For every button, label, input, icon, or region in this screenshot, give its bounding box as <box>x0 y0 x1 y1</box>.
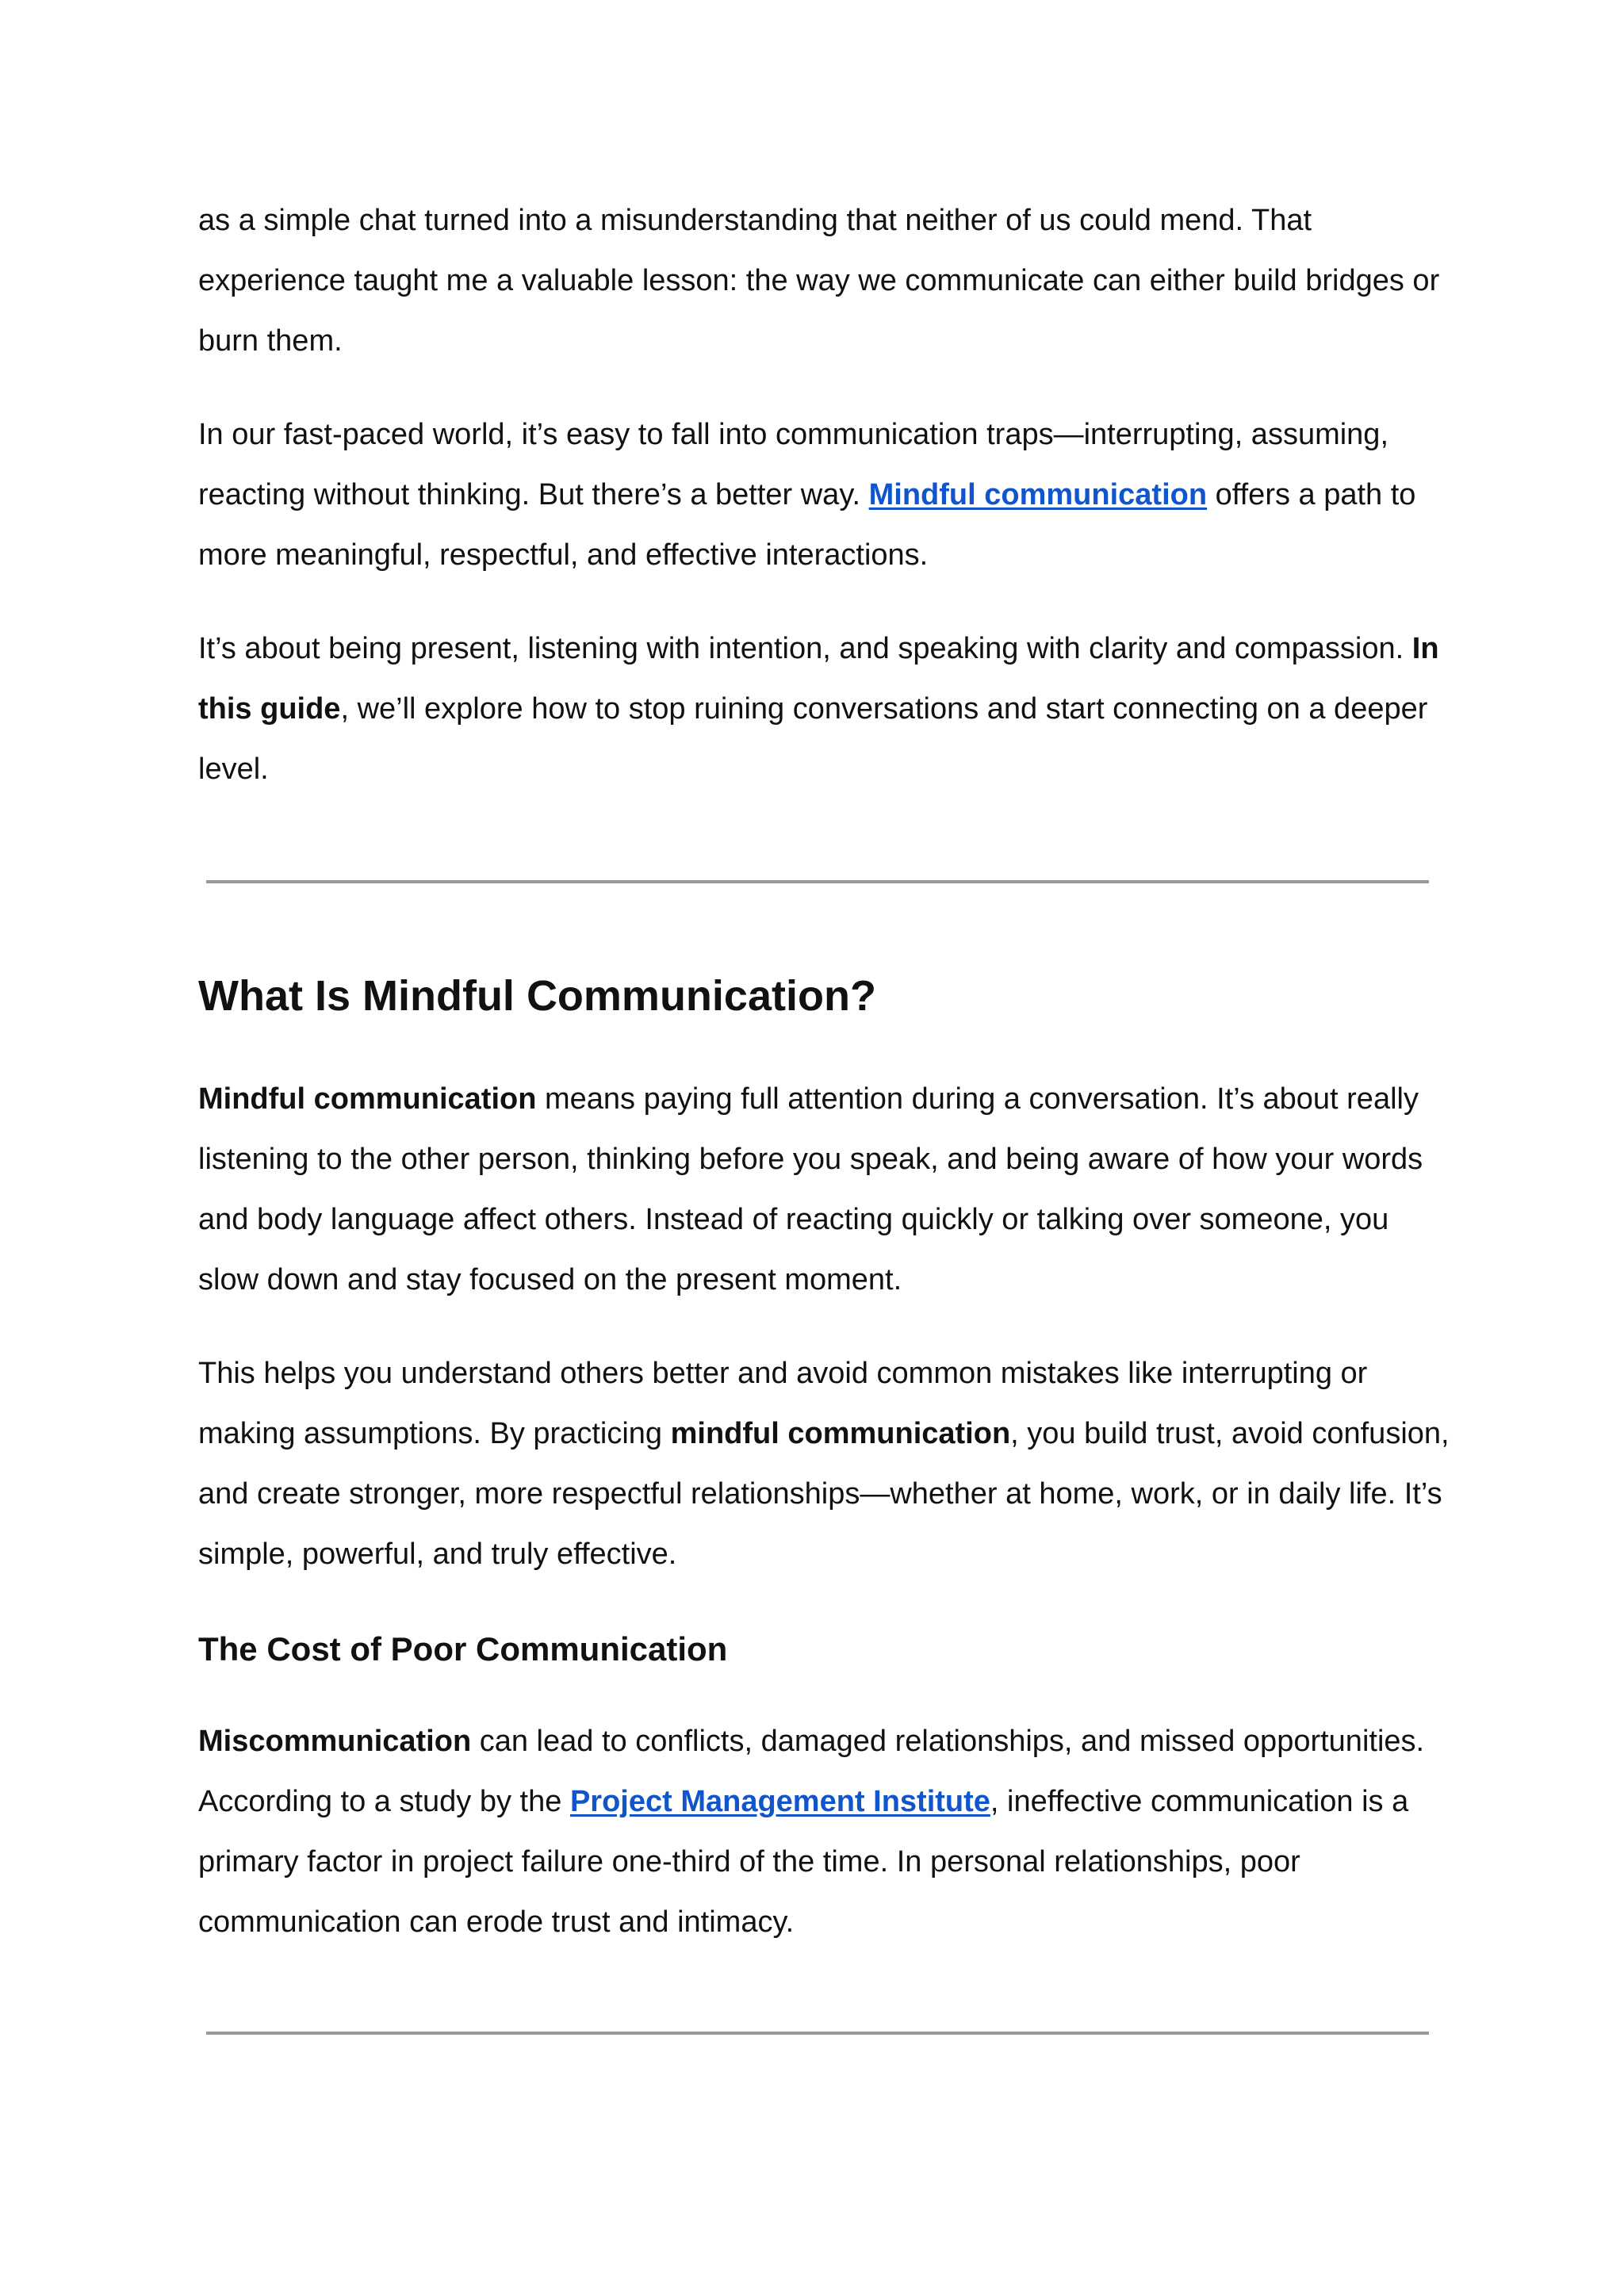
miscommunication-bold: Miscommunication <box>198 1725 472 1758</box>
intro-paragraph-2-tail: offers a path to more meaningful, respectful, and effective interactions. <box>198 478 1416 572</box>
section1-paragraph-1-text: means paying full attention during a conversation. It’s about really listening to the other person, thinking before you speak, and being aware of how your words and body language affect others. Instead of reacting quickly or talking over someone, you slow down and stay focused on the present moment. <box>198 1082 1423 1296</box>
section1-paragraph-2-lead: This helps you understand others better and avoid common mistakes like interrupting or making assumptions. By practicing <box>198 1357 1368 1450</box>
intro-paragraph-3-lead: It’s about being present, listening with intention, and speaking with clarity and compassion. <box>198 632 1412 665</box>
mindful-communication-bold: Mindful communication <box>198 1082 537 1116</box>
section1-paragraph-2 <box>198 1343 1451 1584</box>
mindful-communication-link[interactable]: Mindful communication <box>868 478 1208 511</box>
intro-paragraph-1-text: as a simple chat turned into a misunderstanding that neither of us could mend. That experience taught me a valuable lesson: the way we communicate can either build bridges or burn them. <box>198 204 1440 358</box>
section2-paragraph-1-tail: , ineffective communication is a primary factor in project failure one-third of the time. In personal relationships, poor communication can erode trust and intimacy. <box>198 1785 1409 1939</box>
section-heading-mindful-communication: What Is Mindful Communication? <box>198 972 876 1020</box>
subheading-cost-of-poor-communication: The Cost of Poor Communication <box>198 1630 728 1668</box>
horizontal-divider-bottom <box>206 2032 1429 2035</box>
section2-paragraph-1-mid: can lead to conflicts, damaged relationships, and missed opportunities. According to a study by the <box>198 1725 1425 1818</box>
intro-paragraph-3 <box>198 618 1451 799</box>
intro-paragraph-1 <box>198 190 1451 371</box>
document-page <box>198 190 1451 2035</box>
horizontal-divider <box>206 880 1429 883</box>
mindful-communication-bold-2: mindful communication <box>670 1417 1011 1450</box>
project-management-institute-link[interactable]: Project Management Institute <box>569 1785 990 1818</box>
intro-paragraph-3-tail: , we’ll explore how to stop ruining conversations and start connecting on a deeper level. <box>198 692 1428 786</box>
section1-paragraph-1 <box>198 1069 1451 1310</box>
section2-paragraph-1 <box>198 1711 1451 1952</box>
section1-paragraph-2-tail: , you build trust, avoid confusion, and create stronger, more respectful relationships—whether at home, work, or in daily life. It’s simple, powerful, and truly effective. <box>198 1417 1450 1571</box>
intro-paragraph-2 <box>198 404 1451 585</box>
intro-paragraph-2-lead: In our fast-paced world, it’s easy to fall into communication traps—interrupting, assuming, reacting without thinking. But there’s a better way. <box>198 418 1388 511</box>
in-this-guide-bold: In this guide <box>198 632 1439 726</box>
